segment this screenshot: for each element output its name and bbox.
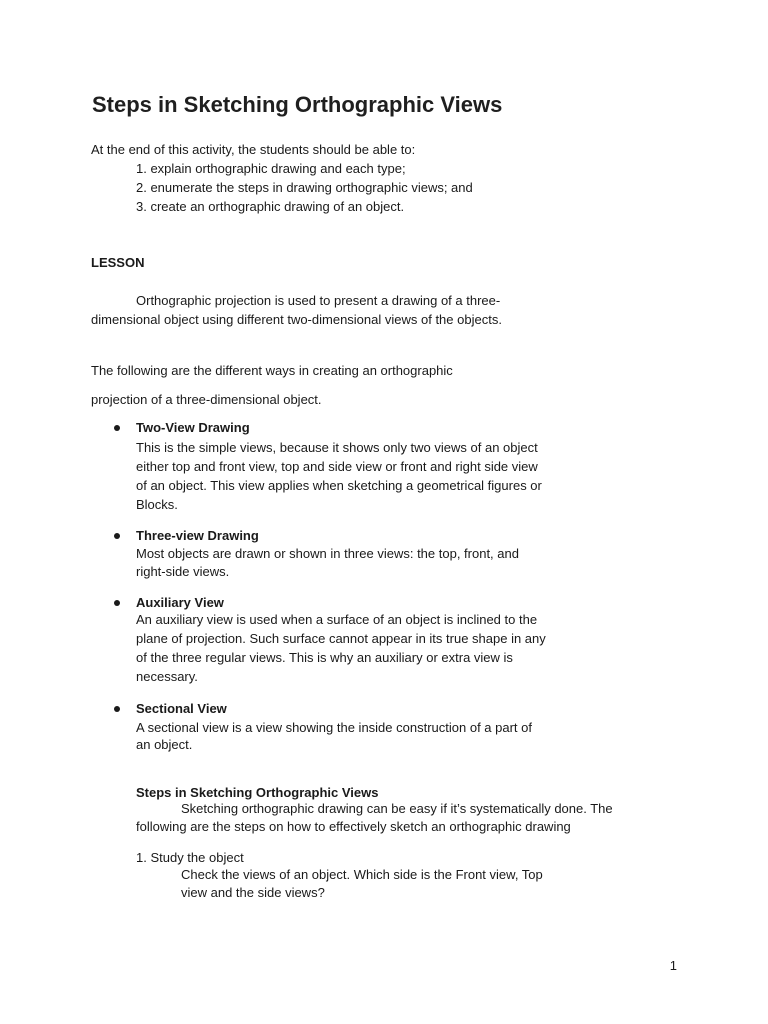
view-description-line: either top and front view, top and side view or front and right side view (136, 459, 538, 474)
view-name: Auxiliary View (136, 595, 224, 610)
view-name: Sectional View (136, 701, 227, 716)
objective-item: 3. create an orthographic drawing of an object. (136, 199, 405, 214)
steps-intro-line: following are the steps on how to effectively sketch an orthographic drawing (136, 819, 571, 834)
steps-heading: Steps in Sketching Orthographic Views (136, 785, 379, 800)
view-description-line: right-side views. (136, 564, 230, 579)
step-description-line: view and the side views? (181, 885, 325, 900)
view-name: Three-view Drawing (136, 528, 259, 543)
view-description-line: an object. (136, 737, 193, 752)
view-description-line: Blocks. (136, 497, 178, 512)
bullet-icon (114, 706, 120, 712)
objective-item: 2. enumerate the steps in drawing orthographic views; and (136, 180, 473, 195)
page-title: Steps in Sketching Orthographic Views (92, 92, 503, 117)
view-description-line: necessary. (136, 669, 198, 684)
view-description-line: This is the simple views, because it shows only two views of an object (136, 440, 538, 455)
objectives-intro: At the end of this activity, the students should be able to: (91, 142, 416, 157)
view-description-line: of the three regular views. This is why an auxiliary or extra view is (136, 650, 513, 665)
view-description-line: Most objects are drawn or shown in three views: the top, front, and (136, 546, 519, 561)
step-label: 1. Study the object (136, 850, 244, 865)
following-line: The following are the different ways in creating an orthographic (91, 363, 453, 378)
following-line: projection of a three-dimensional object. (91, 392, 322, 407)
objective-item: 1. explain orthographic drawing and each type; (136, 161, 406, 176)
bullet-icon (114, 600, 120, 606)
lesson-paragraph-line: Orthographic projection is used to present a drawing of a three- (136, 293, 501, 308)
view-description-line: An auxiliary view is used when a surface of an object is inclined to the (136, 612, 538, 627)
lesson-paragraph-line: dimensional object using different two-dimensional views of the objects. (91, 312, 502, 327)
lesson-heading: LESSON (91, 255, 145, 270)
bullet-icon (114, 533, 120, 539)
view-description-line: of an object. This view applies when sketching a geometrical figures or (136, 478, 542, 493)
steps-intro-line: Sketching orthographic drawing can be easy if it’s systematically done. The (181, 801, 613, 816)
view-description-line: plane of projection. Such surface cannot appear in its true shape in any (136, 631, 546, 646)
bullet-icon (114, 425, 120, 431)
view-description-line: A sectional view is a view showing the inside construction of a part of (136, 720, 532, 735)
page-number: 1 (669, 958, 677, 973)
step-description-line: Check the views of an object. Which side is the Front view, Top (181, 867, 543, 882)
view-name: Two-View Drawing (136, 420, 250, 435)
